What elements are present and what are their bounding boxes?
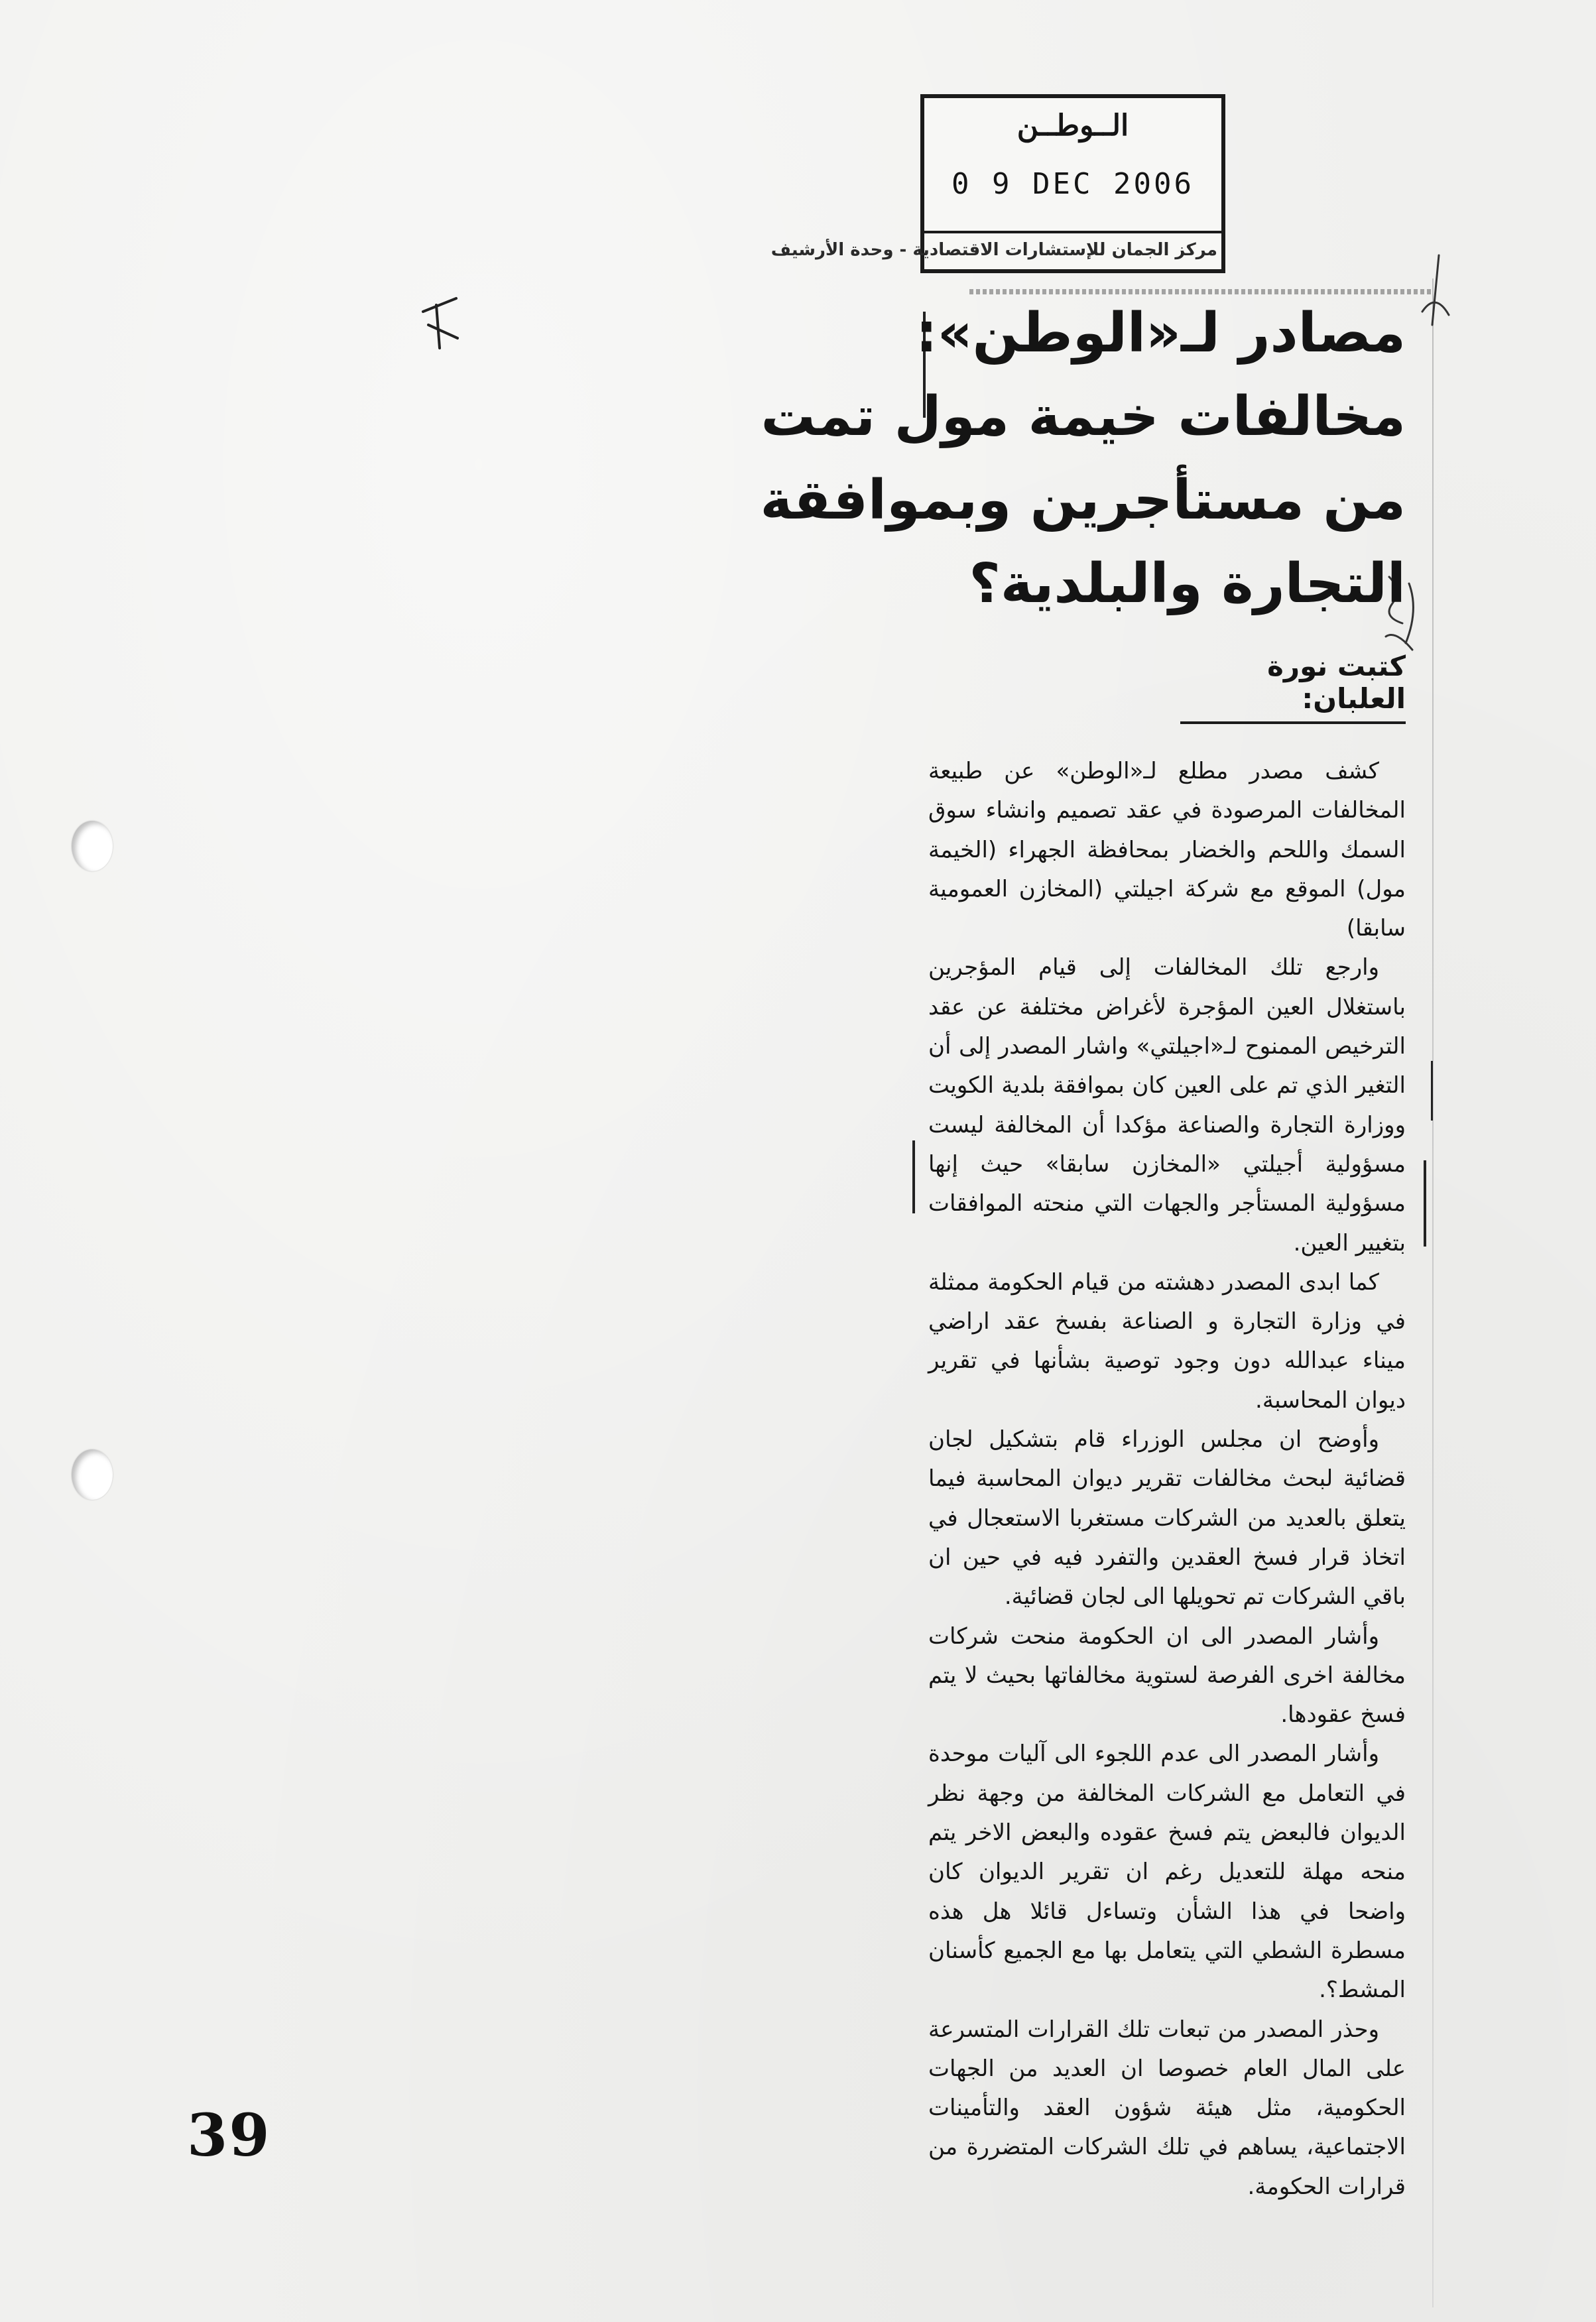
stamp-divider [924,231,1221,233]
headline-line: التجارة والبلدية؟ [969,552,1406,615]
article-paragraph: وأشار المصدر الى ان الحكومة منحت شركات مخالفة اخرى الفرصة لستوية مخالفاتها بحيث لا يتم فسخ عقودها. [928,1622,1406,1729]
stamp-newspaper-name: الــوطــن [1016,109,1129,143]
archive-stamp [770,94,1225,273]
newspaper-article [760,292,1412,2207]
stamp-archive-label: مركز الجمان للإستشارات الاقتصادية - وحدة الأرشيف [770,240,1217,260]
handwritten-mark-icon [416,292,469,358]
article-paragraph: وحذر المصدر من تبعات تلك القرارات المتسرعة على المال العام خصوصا ان العديد من الجهات الحكومية، مثل هيئة شؤون العقد والتأمينات الاجتماعية، يساهم في تلك الشركات المتضررة من قرارات الحكومة. [928,2016,1406,2200]
headline-line: مصادر لـ«الوطن»: [915,302,1406,365]
page-number: 39 [187,2101,271,2169]
article-paragraph: كما ابدى المصدر دهشته من قيام الحكومة ممثلة في وزارة التجارة و الصناعة بفسخ عقد اراضي ميناء عبدالله دون وجود توصية بشأنها في تقرير ديوان المحاسبة. [928,1268,1406,1414]
margin-rule-mark [912,1140,915,1213]
article-paragraph: وارجع تلك المخالفات إلى قيام المؤجرين باستغلال العين المؤجرة لأغراض مختلفة عن عقد الترخيص الممنوح لـ«اجيلتي» واشار المصدر إلى أن التغير الذي تم على العين كان بموافقة بلدية الكويت ووزارة التجارة والصناعة مؤكدا أن المخالفة ليست مسؤولية أجيلتي «المخازن سابقا» حيث إنها مسؤولية المستأجر والجهات التي منحته الموافقات بتغيير العين. [928,954,1406,1256]
stamp-date: 0 9 DEC 2006 [951,167,1194,201]
article-paragraph: وأوضح ان مجلس الوزراء قام بتشكيل لجان قضائية لبحث مخالفات تقرير ديوان المحاسبة فيما يتعلق بالعديد من الشركات مستغربا الاستعجال في اتخاذ قرار فسخ العقدين والتفرد فيه في حين ان باقي الشركات تم تحويلها الى لجان قضائية. [928,1426,1406,1611]
article-headline [760,292,1412,626]
punch-hole-bottom [72,1449,113,1500]
headline-line: مخالفات خيمة مول تمت [761,385,1406,448]
clipping-right-edge [1432,278,1434,2307]
article-paragraph: كشف مصدر مطلع لـ«الوطن» عن طبيعة المخالفات المرصودة في عقد تصميم وانشاء سوق السمك واللحم والخضار بمحافظة الجهراء (الخيمة مول) الموقع مع شركة اجيلتي (المخازن العمومية سابقا) [928,758,1406,942]
article-byline: كتبت نورة العلبان: [1180,650,1406,724]
margin-rule-mark [1424,1160,1426,1247]
punch-hole-top [72,821,113,871]
headline-line: من مستأجرين وبموافقة [760,469,1406,532]
article-body [928,752,1406,2207]
margin-rule-mark [1431,1061,1433,1121]
article-paragraph: وأشار المصدر الى عدم اللجوء الى آليات موحدة في التعامل مع الشركات المخالفة من وجهة نظر الديوان فالبعض يتم فسخ عقوده والبعض الاخر يتم منحه مهلة للتعديل رغم ان تقرير الديوان كان واضحا في هذا الشأن وتساءل قائلا هل هذه مسطرة الشطي التي يتعامل بها مع الجميع كأسنان المشط؟. [928,1741,1406,2004]
